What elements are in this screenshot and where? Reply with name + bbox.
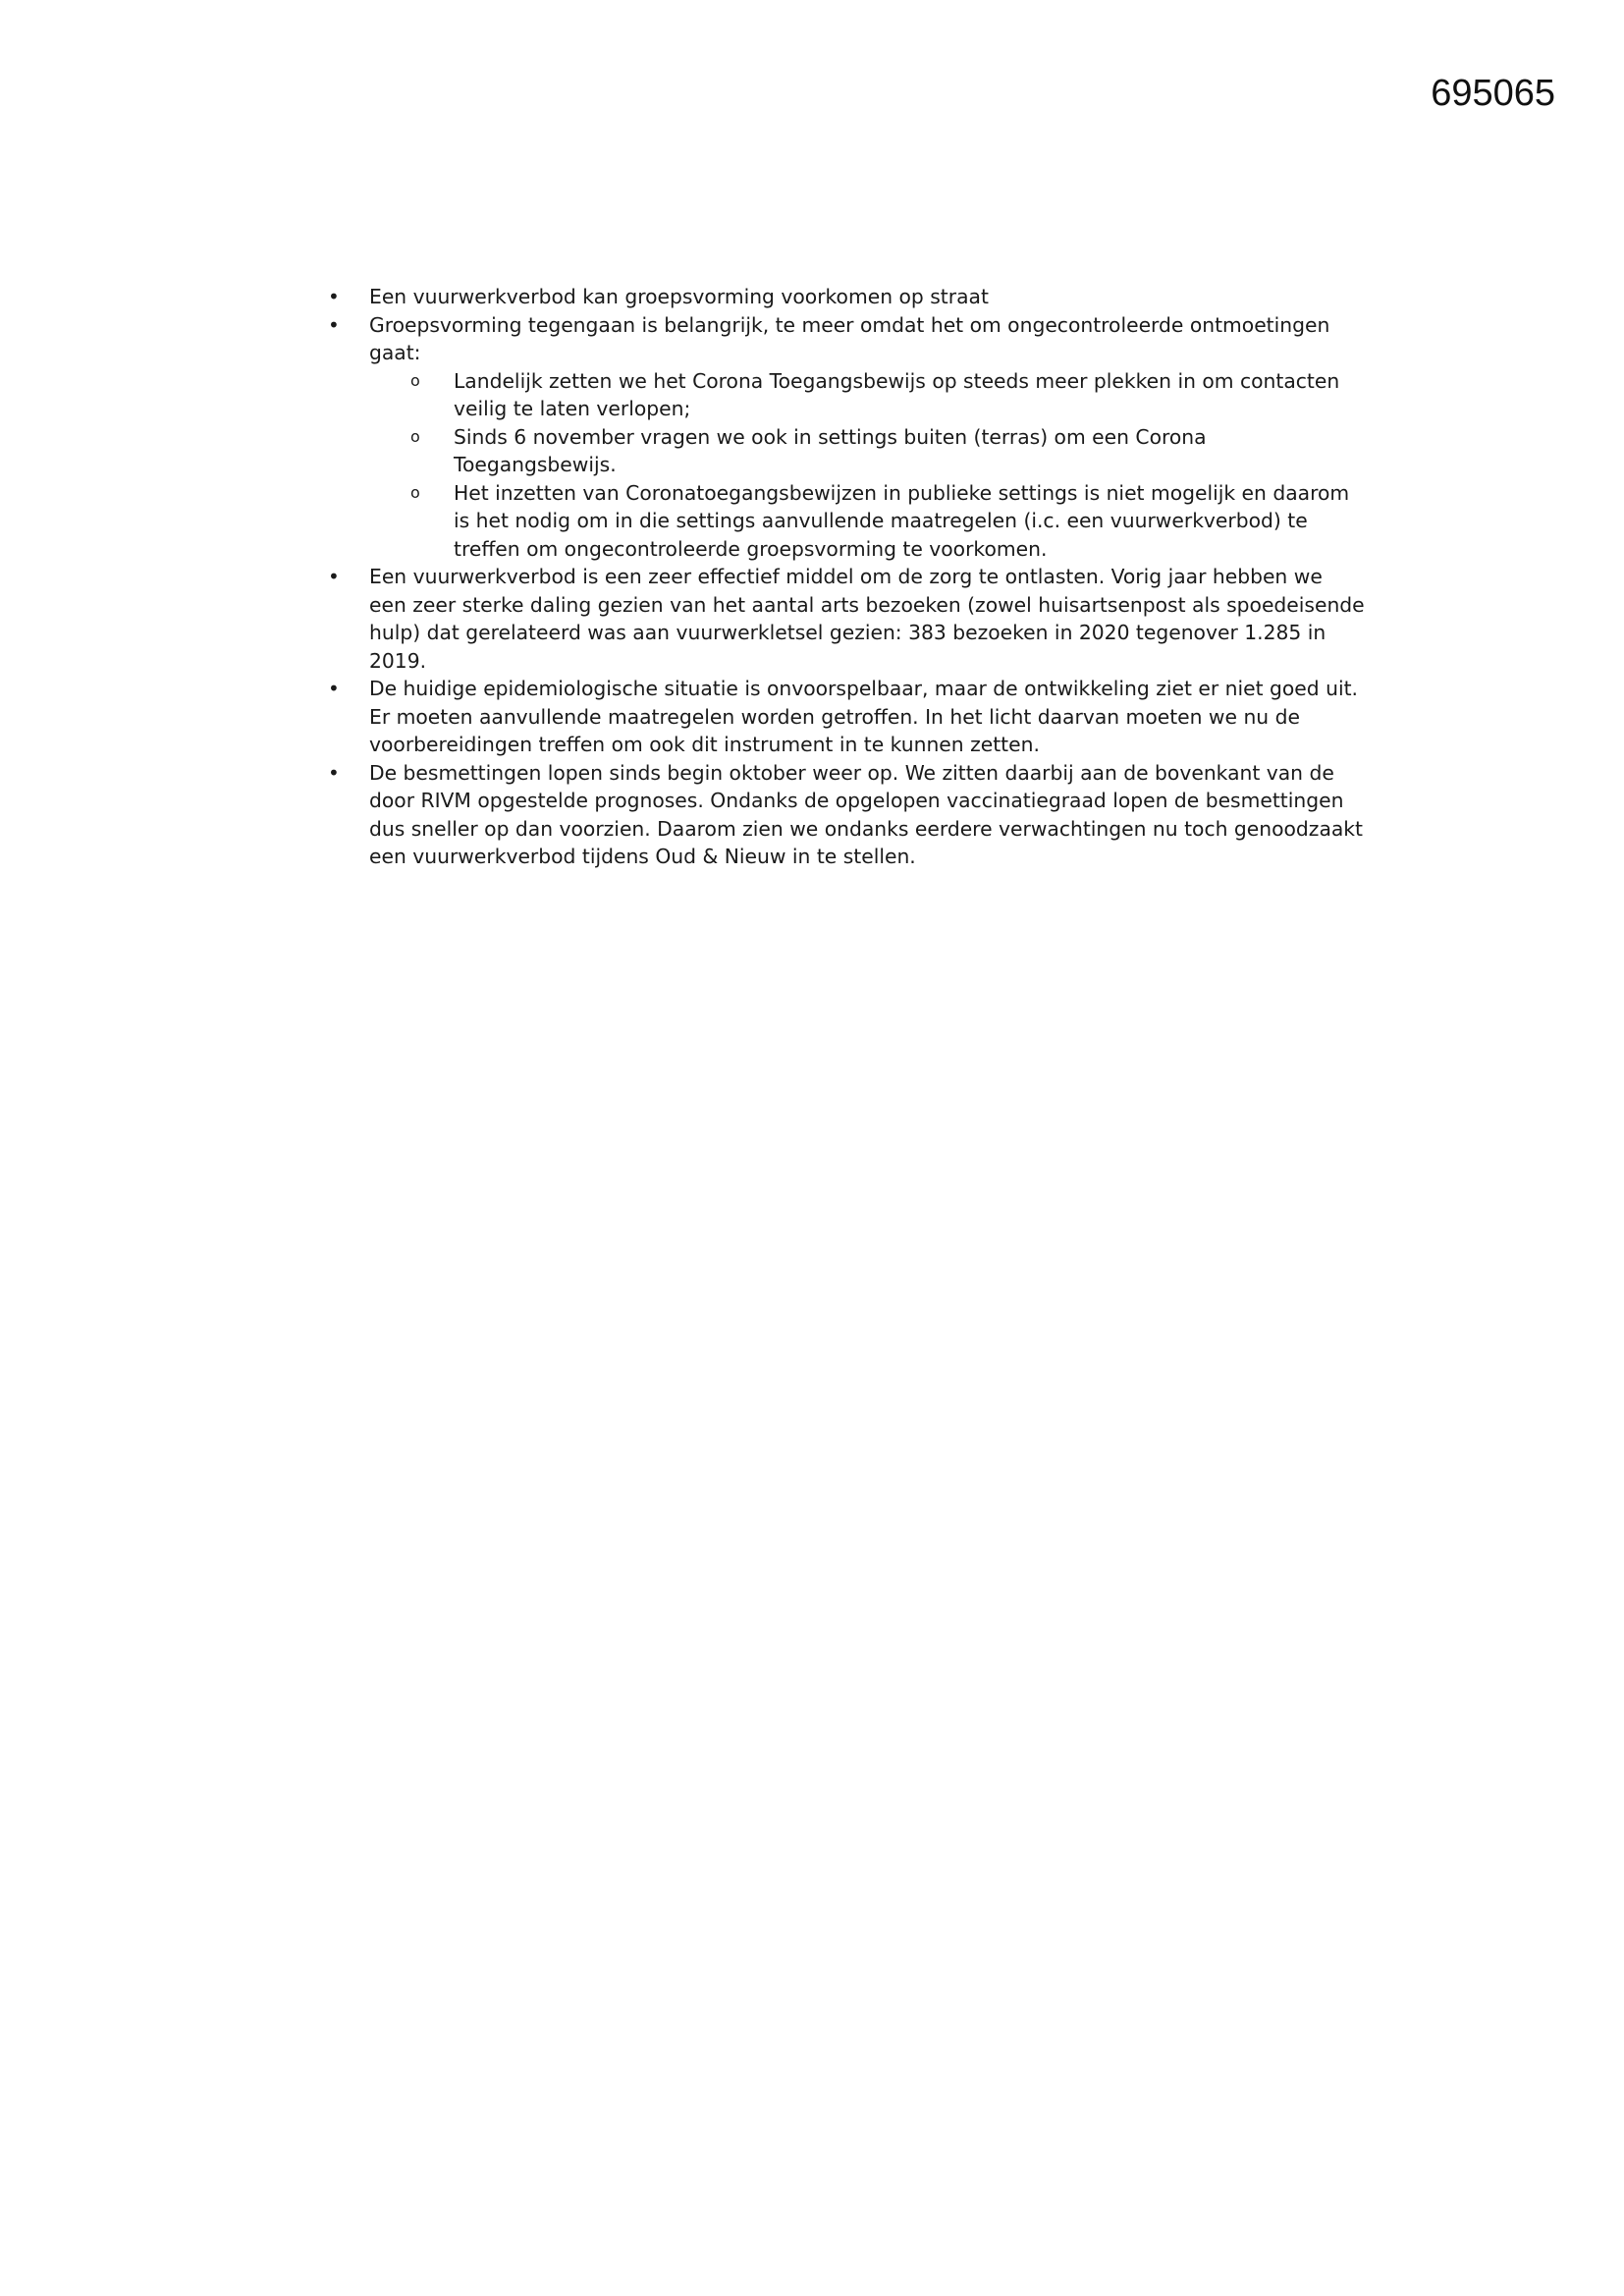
sub-list-item (410, 367, 1365, 423)
document-body (324, 283, 1365, 871)
bullet-icon: • (328, 760, 340, 785)
bullet-icon: • (328, 677, 340, 700)
list-item (324, 311, 1365, 564)
list-item-text: Een vuurwerkverbod is een zeer effectief middel om de zorg te ontlasten. Vorig jaar hebben we een zeer sterke daling gezien van het aantal arts bezoeken (zowel huisartsenpost als spoedeisende hulp) dat gerelateerd was aan vuurwerkletsel gezien: 383 bezoeken in 2020 tegenover 1.285 in 2019. (369, 565, 1365, 673)
list-item-text: Een vuurwerkverbod kan groepsvorming voorkomen op straat (369, 285, 989, 308)
list-item (324, 759, 1365, 871)
bullet-list (324, 283, 1365, 871)
sub-list-item-text: Het inzetten van Coronatoegangsbewijzen in publieke settings is niet mogelijk en daarom is het nodig om in die settings aanvullende maatregelen (i.c. een vuurwerkverbod) te treffen om ongecontroleerde groepsvorming te voorkomen. (454, 480, 1350, 561)
list-item (324, 563, 1365, 675)
list-item-text: Groepsvorming tegengaan is belangrijk, te meer omdat het om ongecontroleerde ontmoetingen gaat: (369, 312, 1330, 364)
sub-list-item (410, 423, 1365, 479)
list-item-text: De huidige epidemiologische situatie is onvoorspelbaar, maar de ontwikkeling ziet er niet goed uit. Er moeten aanvullende maatregelen worden getroffen. In het licht daarvan moeten we nu de voorbereidingen treffen om ook dit instrument in te kunnen zetten. (369, 677, 1358, 756)
bullet-icon: • (328, 312, 340, 337)
bullet-icon: • (328, 565, 340, 588)
list-item-text: De besmettingen lopen sinds begin oktober weer op. We zitten daarbij aan de bovenkant van de door RIVM opgestelde prognoses. Ondanks de opgelopen vaccinatiegraad lopen de besmettingen dus sneller op dan voorzien. Daarom zien we ondanks eerdere verwachtingen nu toch genoodzaakt een vuurwerkverbod tijdens Oud & Nieuw in te stellen. (369, 760, 1363, 868)
sub-list-item-text: Landelijk zetten we het Corona Toegangsbewijs op steeds meer plekken in om contacten veilig te laten verlopen; (454, 368, 1340, 420)
circle-bullet-icon: o (410, 370, 420, 390)
document-number: 695065 (1431, 73, 1555, 114)
sub-list-item (410, 479, 1365, 564)
circle-bullet-icon: o (410, 482, 420, 502)
list-item (324, 283, 1365, 311)
list-item (324, 675, 1365, 759)
sub-list-item-text: Sinds 6 november vragen we ook in settings buiten (terras) om een Corona Toegangsbewijs. (454, 424, 1207, 476)
bullet-icon: • (328, 285, 340, 308)
circle-bullet-icon: o (410, 426, 420, 446)
sub-list (369, 367, 1365, 564)
